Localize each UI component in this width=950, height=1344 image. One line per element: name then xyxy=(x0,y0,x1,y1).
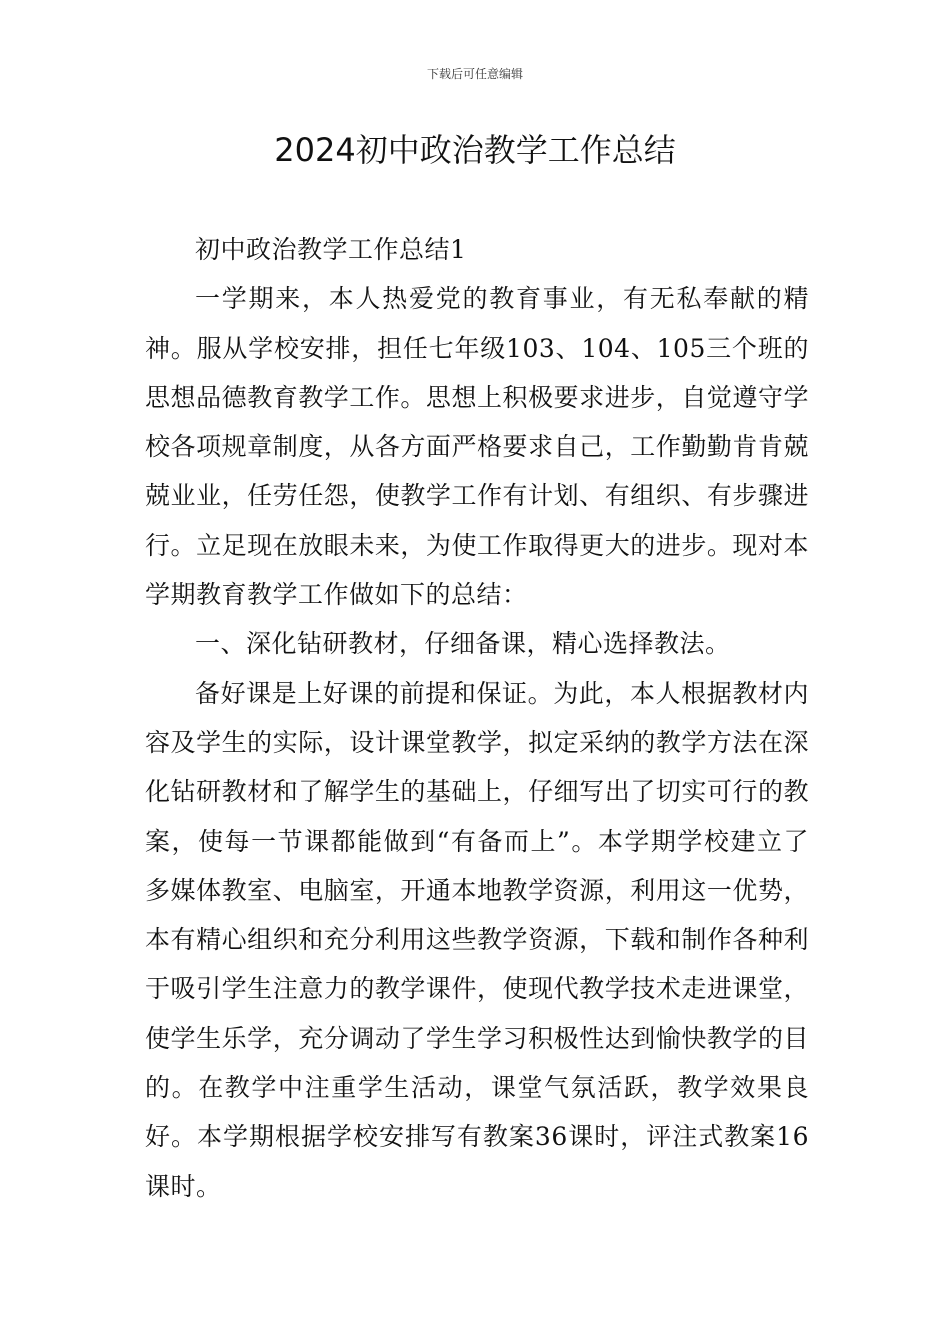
page-header-note: 下载后可任意编辑 xyxy=(426,67,523,81)
section-heading: 初中政治教学工作总结1 xyxy=(195,235,467,264)
body-paragraph: 备好课是上好课的前提和保证。为此，本人根据教材内容及学生的实际，设计课堂教学，拟定采纳的教学方法在深化钻研教材和了解学生的基础上，仔细写出了切实可行的教案，使每一节课都能做到“有备而上”。本学期学校建立了多媒体教室、电脑室，开通本地教学资源，利用这一优势，本有精心组织和充分利用这些教学资源，下载和制作各种利于吸引学生注意力的教学课件，使现代教学技术走进课堂，使学生乐学，充分调动了学生学习积极性达到愉快教学的目的。在教学中注重学生活动，课堂气氛活跃，教学效果良好。本学期根据学校安排写有教案36课时，评注式教案16课时。 xyxy=(145,678,809,1201)
document-body xyxy=(145,225,809,1211)
document-title: 2024初中政治教学工作总结 xyxy=(274,131,676,169)
body-paragraph: 一学期来，本人热爱党的教育事业，有无私奉献的精神。服从学校安排，担任七年级103、104、105三个班的思想品德教育教学工作。思想上积极要求进步，自觉遵守学校各项规章制度，从各方面严格要求自己，工作勤勤肯肯兢兢业业，任劳任怨，使教学工作有计划、有组织、有步骤进行。立足现在放眼未来，为使工作取得更大的进步。现对本学期教育教学工作做如下的总结： xyxy=(145,284,809,610)
subsection-heading: 一、深化钻研教材，仔细备课，精心选择教法。 xyxy=(195,629,731,659)
